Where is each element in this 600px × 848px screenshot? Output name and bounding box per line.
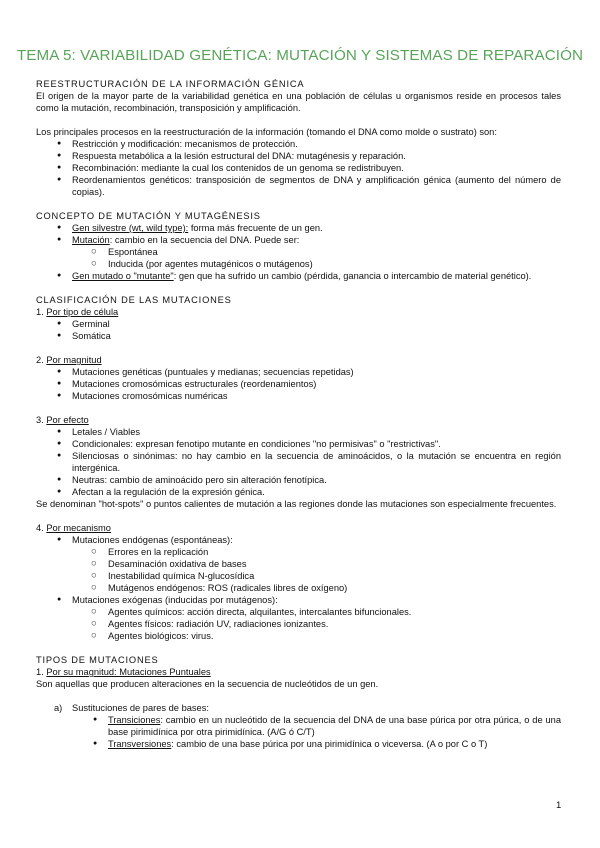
list-item-sustituciones: Sustituciones de pares de bases: [72, 703, 209, 713]
sub-list-item: Inducida (por agentes mutagénicos o mutágenos) [108, 259, 313, 269]
list-item-transiciones [108, 714, 561, 738]
list-item: Afectan a la regulación de la expresión génica. [72, 487, 265, 497]
classification-2-title [36, 354, 102, 366]
sub-bullet-icon: ○ [91, 606, 97, 617]
bullet-icon: ● [93, 740, 98, 747]
section-heading-concepto: CONCEPTO DE MUTACIÓN Y MUTAGÉNESIS [36, 211, 261, 221]
bullet-icon: ● [57, 392, 62, 399]
sub-list-item: Espontánea [108, 247, 158, 257]
sub-bullet-icon: ○ [91, 582, 97, 593]
subtitle: Por mecanismo [46, 523, 111, 533]
list-item: Silenciosas o sinónimas: no hay cambio en la secuencia de aminoácidos, o la mutación se encuentra en región intergénica. [72, 451, 561, 473]
sub-list-item: Agentes biológicos: virus. [108, 631, 214, 641]
sub-list-item: Desaminación oxidativa de bases [108, 559, 247, 569]
bullet-icon: ● [57, 320, 62, 327]
bullet-icon: ● [93, 716, 98, 723]
number: 2. [36, 355, 47, 365]
definition: forma más frecuente de un gen. [188, 223, 323, 233]
classification-1-title [36, 306, 118, 318]
list-item: Respuesta metabólica a la lesión estructural del DNA: mutagénesis y reparación. [72, 151, 406, 161]
subtitle: Por efecto [46, 415, 89, 425]
bullet-icon: ● [57, 452, 62, 459]
list-item: Recombinación: mediante la cual los contenidos de un genoma se redistribuyen. [72, 163, 404, 173]
sub-bullet-icon: ○ [91, 558, 97, 569]
list-item: Somática [72, 331, 111, 341]
section-heading-tipos: TIPOS DE MUTACIONES [36, 655, 159, 665]
list-item-gen-mutado [72, 270, 531, 282]
bullet-icon: ● [57, 152, 62, 159]
bullet-icon: ● [57, 536, 62, 543]
list-item: Reordenamientos genéticos: transposición de segmentos de DNA y amplificación génica (aumento del número de copias). [72, 175, 561, 197]
definition: : gen que ha sufrido un cambio (pérdida, ganancia o intercambio de material genético). [173, 271, 532, 281]
definition: : cambio en la secuencia del DNA. Puede ser: [109, 235, 300, 245]
types-1-title [36, 666, 211, 678]
list-item: Mutaciones endógenas (espontáneas): [72, 535, 233, 545]
list-item: Letales / Viables [72, 427, 141, 437]
term: Gen mutado o "mutante" [72, 271, 174, 281]
subtitle: Por magnitud [46, 355, 102, 365]
list-item: Mutaciones genéticas (puntuales y medianas; secuencias repetidas) [72, 367, 354, 377]
paragraph-hotspots: Se denominan "hot-spots" o puntos calientes de mutación a las regiones donde las mutaciones son especialmente frecuentes. [36, 499, 557, 509]
list-item-transversiones [108, 738, 487, 750]
bullet-icon: ● [57, 428, 62, 435]
sub-bullet-icon: ○ [91, 630, 97, 641]
bullet-icon: ● [57, 380, 62, 387]
bullet-icon: ● [57, 596, 62, 603]
sub-list-item: Agentes físicos: radiación UV, radiaciones ionizantes. [108, 619, 329, 629]
list-item: Restricción y modificación: mecanismos de protección. [72, 139, 298, 149]
classification-3-title [36, 414, 89, 426]
list-item: Neutras: cambio de aminoácido pero sin alteración fenotípica. [72, 475, 327, 485]
term: Transiciones [108, 715, 161, 725]
bullet-icon: ● [57, 476, 62, 483]
sub-bullet-icon: ○ [91, 258, 97, 269]
paragraph-puntuales: Son aquellas que producen alteraciones en la secuencia de nucleótidos de un gen. [36, 679, 379, 689]
list-item: Mutaciones exógenas (inducidas por mutágenos): [72, 595, 278, 605]
sub-list-item: Mutágenos endógenos: ROS (radicales libres de oxígeno) [108, 583, 348, 593]
page-number: 1 [556, 800, 562, 811]
bullet-icon: ● [57, 176, 62, 183]
sub-bullet-icon: ○ [91, 570, 97, 581]
definition: : cambio de una base púrica por una pirimidínica o viceversa. (A o por C o T) [171, 739, 488, 749]
bullet-icon: ● [57, 272, 62, 279]
bullet-icon: ● [57, 368, 62, 375]
term: Gen silvestre (wt, wild type): [72, 223, 189, 233]
bullet-icon: ● [57, 332, 62, 339]
list-item: Mutaciones cromosómicas estructurales (reordenamientos) [72, 379, 317, 389]
list-item-gen-silvestre [72, 222, 323, 234]
bullet-icon: ● [57, 440, 62, 447]
section-heading-clasificacion: CLASIFICACIÓN DE LAS MUTACIONES [36, 295, 232, 305]
subtitle: Por tipo de célula [46, 307, 119, 317]
bullet-icon: ● [57, 140, 62, 147]
sub-list-item: Inestabilidad química N-glucosídica [108, 571, 255, 581]
classification-4-title [36, 522, 111, 534]
definition: : cambio en un nucleótido de la secuencia del DNA de una base púrica por otra púrica, o de una base pirimidínica por otra pirimidínica. (A/G ó C/T) [108, 715, 561, 737]
bullet-icon: ● [57, 488, 62, 495]
paragraph-procesos: Los principales procesos en la reestructuración de la información (tomando el DNA como molde o sustrato) son: [36, 127, 497, 137]
bullet-icon: ● [57, 224, 62, 231]
number: 1. [36, 667, 47, 677]
list-item: Condicionales: expresan fenotipo mutante en condiciones "no permisivas" o "restrictivas". [72, 439, 441, 449]
paragraph-origen: El origen de la mayor parte de la variabilidad genética en una población de células u organismos reside en procesos tales como la mutación, recombinación, transposición y amplificación. [36, 91, 561, 113]
document-title: TEMA 5: VARIABILIDAD GENÉTICA: MUTACIÓN Y SISTEMAS DE REPARACIÓN [16, 47, 584, 64]
list-marker-a: a) [54, 703, 63, 713]
number: 3. [36, 415, 47, 425]
list-item: Germinal [72, 319, 110, 329]
sub-list-item: Agentes químicos: acción directa, alquilantes, intercalantes bifuncionales. [108, 607, 412, 617]
number: 1. [36, 307, 47, 317]
term: Transversiones [108, 739, 172, 749]
sub-list-item: Errores en la replicación [108, 547, 209, 557]
bullet-icon: ● [57, 236, 62, 243]
list-item: Mutaciones cromosómicas numéricas [72, 391, 228, 401]
subtitle: Por su magnitud: Mutaciones Puntuales [46, 667, 211, 677]
sub-bullet-icon: ○ [91, 246, 97, 257]
number: 4. [36, 523, 47, 533]
bullet-icon: ● [57, 164, 62, 171]
sub-bullet-icon: ○ [91, 618, 97, 629]
sub-bullet-icon: ○ [91, 546, 97, 557]
term: Mutación [72, 235, 110, 245]
section-heading-reestructuracion: REESTRUCTURACIÓN DE LA INFORMACIÓN GÉNICA [36, 79, 305, 89]
list-item-mutacion [72, 234, 299, 246]
